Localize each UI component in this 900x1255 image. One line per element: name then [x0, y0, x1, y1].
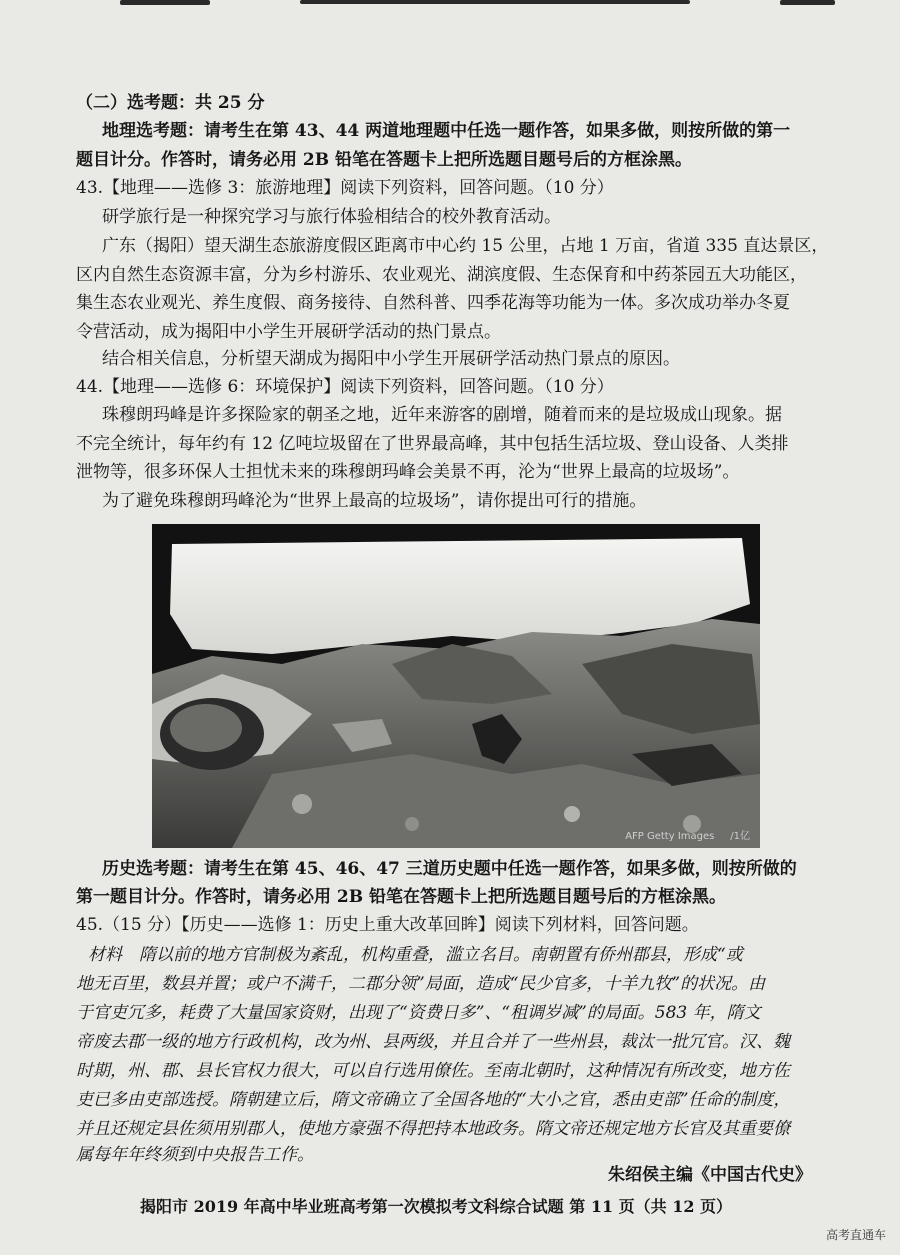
q45-line: 属每年年终须到中央报告工作。 — [76, 1145, 314, 1165]
photo-illustration — [152, 524, 760, 848]
top-edge-marks — [0, 0, 900, 10]
hist-instructions-line1: 历史选考题：请考生在第 45、46、47 三道历史题中任选一题作答，如果多做，则按所做的 — [102, 859, 797, 879]
q43-line: 集生态农业观光、养生度假、商务接待、自然科普、四季花海等功能为一体。多次成功举办冬夏 — [76, 293, 790, 313]
q45-line: 材料 隋以前的地方官制极为紊乱，机构重叠，滥立名目。南朝置有侨州郡县，形成“或 — [88, 945, 743, 965]
photo-credit-left: AFP Getty Images — [625, 831, 715, 842]
q45-line: 并且还规定县佐须用别郡人，使地方豪强不得把持本地政务。隋文帝还规定地方长官及其重要僚 — [76, 1119, 790, 1139]
q44-question: 为了避免珠穆朗玛峰沦为“世界上最高的垃圾场”，请你提出可行的措施。 — [102, 491, 647, 511]
q43-line: 研学旅行是一种探究学习与旅行体验相结合的校外教育活动。 — [102, 207, 561, 227]
geo-instructions-line2: 题目计分。作答时，请务必用 2B 铅笔在答题卡上把所选题目题号后的方框涂黑。 — [76, 150, 693, 170]
q44-line: 泄物等，很多环保人士担忧未来的珠穆朗玛峰会美景不再，沦为“世界上最高的垃圾场”。 — [76, 462, 740, 482]
page-footer: 揭阳市 2019 年高中毕业班高考第一次模拟考文科综合试题 第 11 页（共 12 页） — [140, 1197, 733, 1216]
q43-header: 43.【地理——选修 3：旅游地理】阅读下列资料，回答问题。（10 分） — [76, 178, 614, 198]
photo-credit — [625, 827, 750, 842]
q45-line: 帝废去郡一级的地方行政机构，改为州、县两级，并且合并了一些州县，裁汰一批冗官。汉、魏 — [76, 1032, 790, 1052]
q45-line: 地无百里，数县并置；或户不满千，二郡分领”局面，造成“民少官多，十羊九牧”的状况。由 — [76, 974, 766, 994]
q43-question: 结合相关信息，分析望天湖成为揭阳中小学生开展研学活动热门景点的原因。 — [102, 349, 680, 369]
section-heading: （二）选考题：共 25 分 — [76, 93, 265, 113]
q45-header: 45.（15 分）【历史——选修 1：历史上重大改革回眸】阅读下列材料，回答问题。 — [76, 915, 699, 935]
everest-garbage-photo — [152, 524, 760, 848]
hist-instructions-line2: 第一题目计分。作答时，请务必用 2B 铅笔在答题卡上把所选题目题号后的方框涂黑。 — [76, 887, 727, 907]
geo-instructions-line1: 地理选考题：请考生在第 43、44 两道地理题中任选一题作答，如果多做，则按所做的第一 — [102, 121, 791, 141]
q45-line: 于官吏冗多，耗费了大量国家资财，出现了“资费日多”、“租调岁减”的局面。583 年，隋文 — [76, 1003, 761, 1023]
q44-line: 珠穆朗玛峰是许多探险家的朝圣之地，近年来游客的剧增，随着而来的是垃圾成山现象。据 — [102, 405, 782, 425]
q44-line: 不完全统计，每年约有 12 亿吨垃圾留在了世界最高峰，其中包括生活垃圾、登山设备、人类排 — [76, 434, 789, 454]
watermark: 高考直通车 — [825, 1228, 886, 1242]
photo-credit-right: /1亿 — [730, 831, 750, 842]
q43-line: 令营活动，成为揭阳中小学生开展研学活动的热门景点。 — [76, 322, 501, 342]
q44-header: 44.【地理——选修 6：环境保护】阅读下列资料，回答问题。（10 分） — [76, 377, 614, 397]
material-source: 朱绍侯主编《中国古代史》 — [608, 1165, 812, 1185]
q45-line: 吏已多由吏部选授。隋朝建立后，隋文帝确立了全国各地的“大小之官，悉由吏部”任命的制度， — [76, 1090, 791, 1110]
q43-line: 广东（揭阳）望天湖生态旅游度假区距离市中心约 15 公里，占地 1 万亩，省道 335 直达景区， — [102, 236, 829, 256]
q43-line: 区内自然生态资源丰富，分为乡村游乐、农业观光、湖滨度假、生态保育和中药茶园五大功能区， — [76, 265, 807, 285]
q45-line: 时期，州、郡、县长官权力很大，可以自行选用僚佐。至南北朝时，这种情况有所改变，地方佐 — [76, 1061, 790, 1081]
